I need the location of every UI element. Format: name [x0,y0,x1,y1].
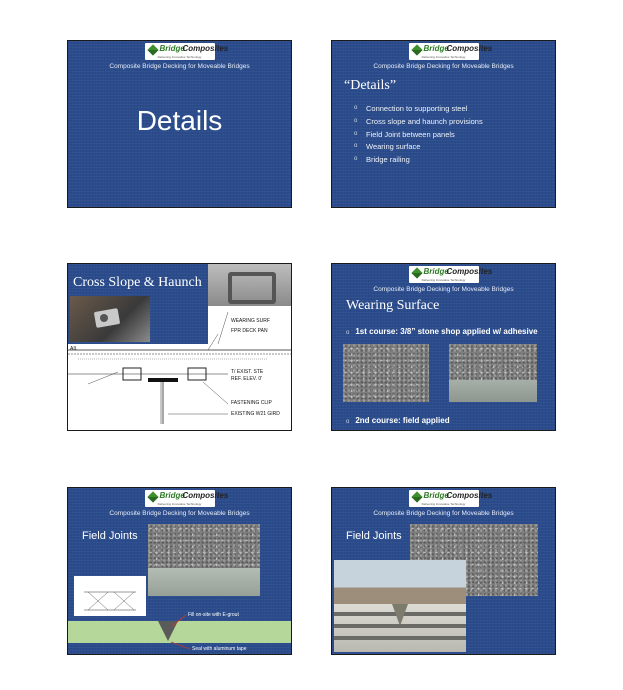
slide-subtitle: Composite Bridge Decking for Moveable Bridges [373,63,514,70]
stone-photo-right [449,344,537,402]
slide-title: Details [136,105,223,136]
slide-cross-slope[interactable] [67,263,292,431]
logo-mark-icon [147,44,158,55]
drawing-label: FPR DECK PAN [231,328,268,334]
logo-text-a: Bridge [423,491,449,500]
drawing-label: AIL [70,346,78,352]
bullet-marker-icon: o [346,330,350,336]
stone-photo-left [343,344,429,402]
bridge-composites-logo [145,43,229,60]
slide-title: Field Joints [346,530,402,542]
bullet-text: 2nd course: field applied [355,416,450,425]
slide-title: Field Joints [82,530,138,542]
details-list [354,103,483,167]
drawing-label: WEARING SURF [231,318,270,324]
logo-mark-icon [411,267,422,278]
logo-tagline: Delivering Innovative Technology [421,502,466,506]
slide-subtitle: Composite Bridge Decking for Moveable Bridges [373,286,514,293]
callout-arrows [68,488,292,655]
logo-text-a: Bridge [159,491,185,500]
drawing-label: EXISTING W21 GIRD [231,411,280,417]
drawing-label: REF. ELEV. 0' [231,376,263,382]
logo-text-a: Bridge [159,44,185,53]
drawing-label: FASTENING CLIP [231,400,272,406]
list-item: o Field Joint between panels [354,129,483,142]
slide-title: “Details” [344,78,397,93]
logo-tagline: Delivering Innovative Technology [157,502,202,506]
logo-mark-icon [411,491,422,502]
logo-text-b: Composites [446,44,493,53]
bullet-first-course [346,327,538,336]
bullet-text: 1st course: 3/8” stone shop applied w/ adhesive [355,327,538,336]
logo-text-b: Composites [446,491,493,500]
drawing-label: T/ EXIST. STE [231,369,264,375]
grout-note: Fill on-site with E-grout [188,612,239,618]
bridge-composites-logo [409,43,493,60]
list-item: o Connection to supporting steel [354,103,483,116]
slide-title: Cross Slope & Haunch [73,275,202,290]
bullet-marker-icon: o [346,419,350,425]
logo-mark-icon [411,44,422,55]
slide-title: Wearing Surface [346,298,440,313]
slide-subtitle: Composite Bridge Decking for Moveable Bridges [373,510,514,517]
tape-note: Seal with aluminum tape [192,646,247,652]
logo-text-b: Composites [182,491,229,500]
logo-tagline: Delivering Innovative Technology [421,278,466,282]
slide-details-title[interactable] [67,40,292,208]
slide-field-joints-detail[interactable] [67,487,292,655]
slide-details-list[interactable] [331,40,556,208]
bridge-composites-logo [409,490,493,507]
logo-tagline: Delivering Innovative Technology [157,55,202,59]
logo-text-b: Composites [446,267,493,276]
slide-wearing-surface[interactable] [331,263,556,431]
bridge-composites-logo [409,266,493,283]
slide-subtitle: Composite Bridge Decking for Moveable Bridges [109,63,250,70]
logo-text-a: Bridge [423,267,449,276]
list-item: o Wearing surface [354,141,483,154]
bullet-second-course [346,416,450,425]
logo-tagline: Delivering Innovative Technology [421,55,466,59]
slide-field-joints-photo[interactable] [331,487,556,655]
list-item: o Bridge railing [354,154,483,167]
logo-text-b: Composites [182,44,229,53]
logo-text-a: Bridge [423,44,449,53]
deck-install-photo [334,560,466,652]
list-item: o Cross slope and haunch provisions [354,116,483,129]
slide-subtitle: Composite Bridge Decking for Moveable Bridges [109,510,250,517]
